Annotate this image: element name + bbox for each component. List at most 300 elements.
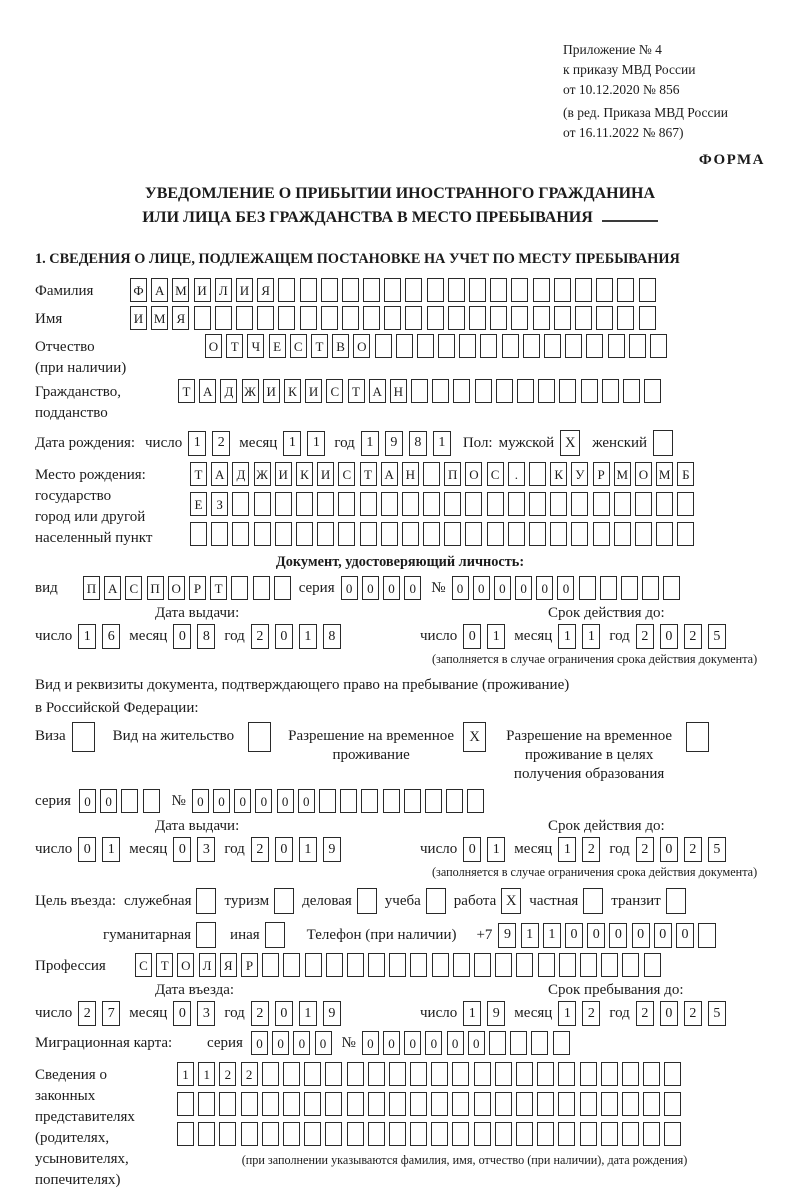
- char-cell[interactable]: 9: [323, 1001, 341, 1026]
- char-cell[interactable]: А: [151, 278, 168, 302]
- char-cell[interactable]: [347, 953, 364, 977]
- char-cell[interactable]: [241, 1122, 258, 1146]
- char-cell[interactable]: [404, 789, 421, 813]
- char-cell[interactable]: 0: [213, 789, 230, 813]
- char-cell[interactable]: [593, 492, 610, 516]
- char-cell[interactable]: 2: [636, 1001, 654, 1026]
- char-cell[interactable]: [232, 522, 249, 546]
- char-cell[interactable]: 0: [173, 624, 191, 649]
- char-cell[interactable]: 2: [212, 431, 230, 456]
- char-cell[interactable]: [663, 576, 680, 600]
- char-cell[interactable]: [283, 1062, 300, 1086]
- char-cell[interactable]: [571, 522, 588, 546]
- char-cell[interactable]: 1: [299, 1001, 317, 1026]
- char-cell[interactable]: [617, 306, 634, 330]
- char-cell[interactable]: [495, 1092, 512, 1116]
- char-cell[interactable]: [236, 306, 253, 330]
- char-cell[interactable]: [389, 1122, 406, 1146]
- char-cell[interactable]: [452, 1062, 469, 1086]
- char-cell[interactable]: О: [635, 462, 652, 486]
- purpose-tourism-checkbox[interactable]: [274, 888, 294, 914]
- char-cell[interactable]: 0: [447, 1031, 464, 1055]
- char-cell[interactable]: 2: [78, 1001, 96, 1026]
- char-cell[interactable]: [664, 1122, 681, 1146]
- char-cell[interactable]: [516, 1092, 533, 1116]
- char-cell[interactable]: 0: [660, 1001, 678, 1026]
- char-cell[interactable]: [274, 576, 291, 600]
- char-cell[interactable]: [475, 379, 492, 403]
- char-cell[interactable]: 3: [197, 837, 215, 862]
- char-cell[interactable]: 0: [515, 576, 532, 600]
- char-cell[interactable]: 5: [708, 1001, 726, 1026]
- char-cell[interactable]: [383, 789, 400, 813]
- char-cell[interactable]: [601, 1092, 618, 1116]
- char-cell[interactable]: [304, 1062, 321, 1086]
- char-cell[interactable]: 1: [487, 837, 505, 862]
- char-cell[interactable]: [231, 576, 248, 600]
- char-cell[interactable]: .: [508, 462, 525, 486]
- char-cell[interactable]: 0: [173, 1001, 191, 1026]
- char-cell[interactable]: [537, 1062, 554, 1086]
- char-cell[interactable]: 0: [275, 624, 293, 649]
- char-cell[interactable]: [319, 789, 336, 813]
- char-cell[interactable]: [623, 379, 640, 403]
- char-cell[interactable]: [448, 306, 465, 330]
- char-cell[interactable]: [586, 334, 603, 358]
- char-cell[interactable]: 0: [298, 789, 315, 813]
- char-cell[interactable]: Т: [178, 379, 195, 403]
- char-cell[interactable]: [565, 334, 582, 358]
- char-cell[interactable]: [656, 492, 673, 516]
- char-cell[interactable]: 0: [609, 923, 627, 948]
- char-cell[interactable]: С: [487, 462, 504, 486]
- char-cell[interactable]: М: [151, 306, 168, 330]
- char-cell[interactable]: У: [571, 462, 588, 486]
- char-cell[interactable]: 0: [362, 576, 379, 600]
- char-cell[interactable]: [508, 522, 525, 546]
- char-cell[interactable]: [368, 953, 385, 977]
- char-cell[interactable]: [614, 492, 631, 516]
- char-cell[interactable]: [602, 379, 619, 403]
- char-cell[interactable]: [571, 492, 588, 516]
- char-cell[interactable]: И: [236, 278, 253, 302]
- char-cell[interactable]: Р: [189, 576, 206, 600]
- char-cell[interactable]: [423, 492, 440, 516]
- char-cell[interactable]: [254, 522, 271, 546]
- char-cell[interactable]: [423, 462, 440, 486]
- char-cell[interactable]: [432, 379, 449, 403]
- char-cell[interactable]: 6: [102, 624, 120, 649]
- char-cell[interactable]: [469, 306, 486, 330]
- char-cell[interactable]: [325, 1092, 342, 1116]
- char-cell[interactable]: [516, 1062, 533, 1086]
- char-cell[interactable]: 2: [636, 837, 654, 862]
- char-cell[interactable]: 0: [293, 1031, 310, 1055]
- char-cell[interactable]: [304, 1092, 321, 1116]
- char-cell[interactable]: [495, 953, 512, 977]
- char-cell[interactable]: [304, 1122, 321, 1146]
- char-cell[interactable]: [219, 1122, 236, 1146]
- char-cell[interactable]: [516, 953, 533, 977]
- char-cell[interactable]: 0: [676, 923, 694, 948]
- purpose-humanitarian-checkbox[interactable]: [196, 922, 216, 948]
- char-cell[interactable]: [211, 522, 228, 546]
- char-cell[interactable]: [635, 492, 652, 516]
- char-cell[interactable]: [121, 789, 138, 813]
- female-checkbox[interactable]: [653, 430, 673, 456]
- char-cell[interactable]: [338, 492, 355, 516]
- char-cell[interactable]: Т: [311, 334, 328, 358]
- char-cell[interactable]: 0: [565, 923, 583, 948]
- char-cell[interactable]: [469, 278, 486, 302]
- char-cell[interactable]: [241, 1092, 258, 1116]
- char-cell[interactable]: 1: [188, 431, 206, 456]
- char-cell[interactable]: [664, 1062, 681, 1086]
- char-cell[interactable]: [198, 1122, 215, 1146]
- char-cell[interactable]: 1: [177, 1062, 194, 1086]
- char-cell[interactable]: [698, 923, 716, 948]
- char-cell[interactable]: 9: [487, 1001, 505, 1026]
- char-cell[interactable]: 0: [660, 837, 678, 862]
- char-cell[interactable]: [427, 306, 444, 330]
- char-cell[interactable]: 9: [385, 431, 403, 456]
- char-cell[interactable]: [487, 522, 504, 546]
- char-cell[interactable]: [321, 278, 338, 302]
- char-cell[interactable]: [511, 278, 528, 302]
- char-cell[interactable]: [596, 278, 613, 302]
- char-cell[interactable]: [423, 522, 440, 546]
- char-cell[interactable]: [254, 492, 271, 516]
- char-cell[interactable]: [296, 522, 313, 546]
- char-cell[interactable]: [559, 379, 576, 403]
- char-cell[interactable]: [431, 1062, 448, 1086]
- char-cell[interactable]: [656, 522, 673, 546]
- char-cell[interactable]: 1: [582, 624, 600, 649]
- char-cell[interactable]: 0: [452, 576, 469, 600]
- char-cell[interactable]: [232, 492, 249, 516]
- char-cell[interactable]: [480, 334, 497, 358]
- char-cell[interactable]: 0: [251, 1031, 268, 1055]
- char-cell[interactable]: [629, 334, 646, 358]
- char-cell[interactable]: [489, 1031, 506, 1055]
- char-cell[interactable]: 1: [78, 624, 96, 649]
- char-cell[interactable]: [677, 522, 694, 546]
- char-cell[interactable]: И: [305, 379, 322, 403]
- char-cell[interactable]: [363, 278, 380, 302]
- char-cell[interactable]: 0: [192, 789, 209, 813]
- char-cell[interactable]: [427, 278, 444, 302]
- char-cell[interactable]: [410, 953, 427, 977]
- char-cell[interactable]: 0: [275, 1001, 293, 1026]
- char-cell[interactable]: [474, 1122, 491, 1146]
- char-cell[interactable]: Ч: [247, 334, 264, 358]
- char-cell[interactable]: [580, 1062, 597, 1086]
- char-cell[interactable]: [296, 492, 313, 516]
- char-cell[interactable]: 1: [521, 923, 539, 948]
- char-cell[interactable]: 1: [299, 837, 317, 862]
- char-cell[interactable]: [537, 1092, 554, 1116]
- char-cell[interactable]: [601, 1122, 618, 1146]
- char-cell[interactable]: 1: [283, 431, 301, 456]
- char-cell[interactable]: [405, 306, 422, 330]
- char-cell[interactable]: 1: [433, 431, 451, 456]
- char-cell[interactable]: [502, 334, 519, 358]
- char-cell[interactable]: [389, 1092, 406, 1116]
- char-cell[interactable]: [384, 306, 401, 330]
- char-cell[interactable]: [177, 1122, 194, 1146]
- char-cell[interactable]: [622, 1092, 639, 1116]
- char-cell[interactable]: [384, 278, 401, 302]
- char-cell[interactable]: 2: [251, 1001, 269, 1026]
- char-cell[interactable]: О: [177, 953, 194, 977]
- char-cell[interactable]: М: [656, 462, 673, 486]
- char-cell[interactable]: 9: [498, 923, 516, 948]
- char-cell[interactable]: [614, 522, 631, 546]
- char-cell[interactable]: 0: [632, 923, 650, 948]
- char-cell[interactable]: [496, 379, 513, 403]
- char-cell[interactable]: [639, 278, 656, 302]
- char-cell[interactable]: М: [614, 462, 631, 486]
- char-cell[interactable]: 0: [383, 576, 400, 600]
- char-cell[interactable]: К: [284, 379, 301, 403]
- char-cell[interactable]: 0: [255, 789, 272, 813]
- char-cell[interactable]: 2: [582, 837, 600, 862]
- char-cell[interactable]: [325, 1122, 342, 1146]
- purpose-official-checkbox[interactable]: [196, 888, 216, 914]
- char-cell[interactable]: [511, 306, 528, 330]
- char-cell[interactable]: 1: [558, 837, 576, 862]
- char-cell[interactable]: [622, 953, 639, 977]
- char-cell[interactable]: [495, 1122, 512, 1146]
- char-cell[interactable]: [300, 306, 317, 330]
- char-cell[interactable]: А: [104, 576, 121, 600]
- char-cell[interactable]: [533, 306, 550, 330]
- char-cell[interactable]: И: [317, 462, 334, 486]
- char-cell[interactable]: [537, 1122, 554, 1146]
- char-cell[interactable]: [593, 522, 610, 546]
- purpose-business-checkbox[interactable]: [357, 888, 377, 914]
- char-cell[interactable]: С: [135, 953, 152, 977]
- char-cell[interactable]: [538, 379, 555, 403]
- char-cell[interactable]: [444, 522, 461, 546]
- char-cell[interactable]: 3: [197, 1001, 215, 1026]
- char-cell[interactable]: [677, 492, 694, 516]
- char-cell[interactable]: [635, 522, 652, 546]
- char-cell[interactable]: 0: [468, 1031, 485, 1055]
- char-cell[interactable]: [215, 306, 232, 330]
- char-cell[interactable]: [278, 306, 295, 330]
- char-cell[interactable]: [523, 334, 540, 358]
- char-cell[interactable]: [601, 1062, 618, 1086]
- char-cell[interactable]: [474, 1062, 491, 1086]
- char-cell[interactable]: [579, 576, 596, 600]
- char-cell[interactable]: 2: [582, 1001, 600, 1026]
- char-cell[interactable]: 2: [219, 1062, 236, 1086]
- char-cell[interactable]: [487, 492, 504, 516]
- char-cell[interactable]: [617, 278, 634, 302]
- char-cell[interactable]: О: [465, 462, 482, 486]
- char-cell[interactable]: Д: [232, 462, 249, 486]
- char-cell[interactable]: [363, 306, 380, 330]
- char-cell[interactable]: [596, 306, 613, 330]
- char-cell[interactable]: 0: [463, 837, 481, 862]
- char-cell[interactable]: [262, 953, 279, 977]
- char-cell[interactable]: [446, 789, 463, 813]
- char-cell[interactable]: [338, 522, 355, 546]
- char-cell[interactable]: К: [296, 462, 313, 486]
- char-cell[interactable]: 0: [660, 624, 678, 649]
- char-cell[interactable]: [431, 1122, 448, 1146]
- char-cell[interactable]: [600, 576, 617, 600]
- char-cell[interactable]: [360, 522, 377, 546]
- char-cell[interactable]: [283, 953, 300, 977]
- char-cell[interactable]: 0: [587, 923, 605, 948]
- char-cell[interactable]: 2: [241, 1062, 258, 1086]
- char-cell[interactable]: 1: [543, 923, 561, 948]
- char-cell[interactable]: К: [550, 462, 567, 486]
- char-cell[interactable]: [177, 1092, 194, 1116]
- char-cell[interactable]: 1: [299, 624, 317, 649]
- char-cell[interactable]: 0: [173, 837, 191, 862]
- char-cell[interactable]: [300, 278, 317, 302]
- char-cell[interactable]: 1: [102, 837, 120, 862]
- char-cell[interactable]: [257, 306, 274, 330]
- char-cell[interactable]: 0: [275, 837, 293, 862]
- char-cell[interactable]: 8: [409, 431, 427, 456]
- char-cell[interactable]: 8: [197, 624, 215, 649]
- char-cell[interactable]: 2: [684, 837, 702, 862]
- char-cell[interactable]: 5: [708, 837, 726, 862]
- char-cell[interactable]: И: [130, 306, 147, 330]
- char-cell[interactable]: Я: [257, 278, 274, 302]
- char-cell[interactable]: [517, 379, 534, 403]
- purpose-transit-checkbox[interactable]: [666, 888, 686, 914]
- char-cell[interactable]: [410, 1122, 427, 1146]
- char-cell[interactable]: [275, 522, 292, 546]
- char-cell[interactable]: [531, 1031, 548, 1055]
- char-cell[interactable]: [650, 334, 667, 358]
- char-cell[interactable]: 0: [494, 576, 511, 600]
- char-cell[interactable]: 0: [78, 837, 96, 862]
- char-cell[interactable]: Ф: [130, 278, 147, 302]
- char-cell[interactable]: О: [168, 576, 185, 600]
- char-cell[interactable]: 0: [654, 923, 672, 948]
- purpose-other-checkbox[interactable]: [265, 922, 285, 948]
- char-cell[interactable]: П: [83, 576, 100, 600]
- char-cell[interactable]: И: [275, 462, 292, 486]
- char-cell[interactable]: Р: [593, 462, 610, 486]
- char-cell[interactable]: А: [369, 379, 386, 403]
- char-cell[interactable]: [453, 953, 470, 977]
- purpose-work-checkbox[interactable]: X: [501, 888, 521, 914]
- residence-permit-checkbox[interactable]: [248, 722, 271, 752]
- char-cell[interactable]: Р: [241, 953, 258, 977]
- char-cell[interactable]: [305, 953, 322, 977]
- char-cell[interactable]: 2: [251, 624, 269, 649]
- char-cell[interactable]: 0: [404, 1031, 421, 1055]
- char-cell[interactable]: Е: [269, 334, 286, 358]
- char-cell[interactable]: [550, 522, 567, 546]
- char-cell[interactable]: [381, 492, 398, 516]
- char-cell[interactable]: П: [147, 576, 164, 600]
- char-cell[interactable]: [575, 278, 592, 302]
- char-cell[interactable]: П: [444, 462, 461, 486]
- char-cell[interactable]: [448, 278, 465, 302]
- temp-residence-education-checkbox[interactable]: [686, 722, 709, 752]
- char-cell[interactable]: [529, 492, 546, 516]
- char-cell[interactable]: [405, 278, 422, 302]
- char-cell[interactable]: [368, 1092, 385, 1116]
- char-cell[interactable]: 0: [473, 576, 490, 600]
- char-cell[interactable]: [143, 789, 160, 813]
- char-cell[interactable]: 0: [404, 576, 421, 600]
- char-cell[interactable]: Л: [215, 278, 232, 302]
- char-cell[interactable]: Ж: [254, 462, 271, 486]
- char-cell[interactable]: [580, 1092, 597, 1116]
- char-cell[interactable]: С: [125, 576, 142, 600]
- char-cell[interactable]: [253, 576, 270, 600]
- purpose-private-checkbox[interactable]: [583, 888, 603, 914]
- char-cell[interactable]: [558, 1122, 575, 1146]
- char-cell[interactable]: [533, 278, 550, 302]
- char-cell[interactable]: А: [199, 379, 216, 403]
- char-cell[interactable]: О: [353, 334, 370, 358]
- char-cell[interactable]: [644, 379, 661, 403]
- char-cell[interactable]: Е: [190, 492, 207, 516]
- char-cell[interactable]: [326, 953, 343, 977]
- char-cell[interactable]: Я: [172, 306, 189, 330]
- char-cell[interactable]: [432, 953, 449, 977]
- char-cell[interactable]: [325, 1062, 342, 1086]
- char-cell[interactable]: [361, 789, 378, 813]
- char-cell[interactable]: 1: [307, 431, 325, 456]
- char-cell[interactable]: [558, 1092, 575, 1116]
- char-cell[interactable]: [389, 1062, 406, 1086]
- char-cell[interactable]: 0: [362, 1031, 379, 1055]
- char-cell[interactable]: [465, 492, 482, 516]
- char-cell[interactable]: [275, 492, 292, 516]
- char-cell[interactable]: [368, 1122, 385, 1146]
- male-checkbox[interactable]: X: [560, 430, 580, 456]
- char-cell[interactable]: [340, 789, 357, 813]
- char-cell[interactable]: С: [290, 334, 307, 358]
- char-cell[interactable]: [278, 278, 295, 302]
- char-cell[interactable]: [438, 334, 455, 358]
- char-cell[interactable]: [347, 1122, 364, 1146]
- purpose-study-checkbox[interactable]: [426, 888, 446, 914]
- char-cell[interactable]: [581, 379, 598, 403]
- char-cell[interactable]: [516, 1122, 533, 1146]
- char-cell[interactable]: А: [211, 462, 228, 486]
- char-cell[interactable]: 0: [463, 624, 481, 649]
- char-cell[interactable]: [474, 1092, 491, 1116]
- char-cell[interactable]: [580, 1122, 597, 1146]
- char-cell[interactable]: [342, 278, 359, 302]
- char-cell[interactable]: [601, 953, 618, 977]
- char-cell[interactable]: [402, 522, 419, 546]
- char-cell[interactable]: О: [205, 334, 222, 358]
- char-cell[interactable]: [417, 334, 434, 358]
- char-cell[interactable]: [219, 1092, 236, 1116]
- char-cell[interactable]: [410, 1062, 427, 1086]
- char-cell[interactable]: [452, 1122, 469, 1146]
- char-cell[interactable]: [262, 1062, 279, 1086]
- char-cell[interactable]: 0: [272, 1031, 289, 1055]
- char-cell[interactable]: [360, 492, 377, 516]
- char-cell[interactable]: 0: [425, 1031, 442, 1055]
- char-cell[interactable]: [262, 1122, 279, 1146]
- char-cell[interactable]: 2: [684, 1001, 702, 1026]
